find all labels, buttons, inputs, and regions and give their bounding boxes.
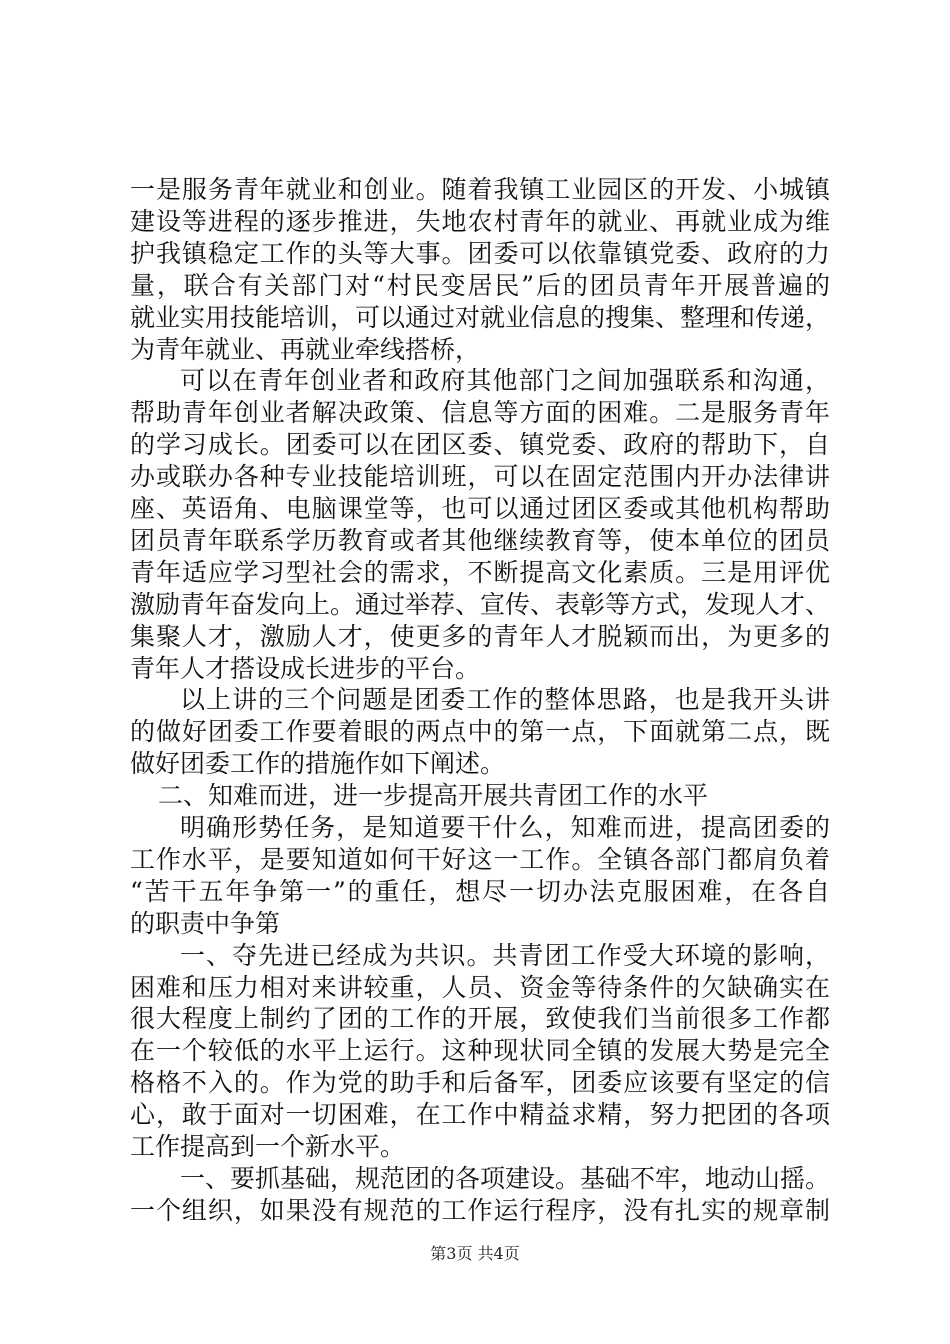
text-line: 青年适应学习型社会的需求，不断提高文化素质。三是用评优 — [130, 557, 830, 587]
text-line: 座、英语角、电脑课堂等，也可以通过团区委或其他机构帮助 — [130, 494, 830, 523]
text-line: 工作水平，是要知道如何干好这一工作。全镇各部门都肩负着 — [130, 844, 830, 874]
text-line: 一是服务青年就业和创业。随着我镇工业园区的开发、小城镇 — [130, 175, 830, 204]
page-number-footer: 第3页 共4页 — [430, 1244, 520, 1263]
text-line: 格格不入的。作为党的助手和后备军，团委应该要有坚定的信 — [130, 1068, 830, 1098]
text-line: 的职责中争第 — [130, 908, 281, 938]
text-line: 团员青年联系学历教育或者其他继续教育等，使本单位的团员 — [130, 525, 830, 555]
text-line: 一、要抓基础，规范团的各项建设。基础不牢，地动山摇。 — [180, 1163, 831, 1193]
text-line: 可以在青年创业者和政府其他部门之间加强联系和沟通， — [180, 366, 830, 396]
text-line: 为青年就业、再就业牵线搭桥， — [130, 334, 481, 364]
text-line: 护我镇稳定工作的头等大事。团委可以依靠镇党委、政府的力 — [130, 238, 830, 268]
text-line: 心，敢于面对一切困难，在工作中精益求精，努力把团的各项 — [130, 1100, 830, 1130]
text-line: 一个组织，如果没有规范的工作运行程序，没有扎实的规章制 — [130, 1195, 830, 1225]
text-line: 建设等进程的逐步推进，失地农村青年的就业、再就业成为维 — [130, 206, 830, 236]
text-line: 以上讲的三个问题是团委工作的整体思路，也是我开头讲 — [180, 685, 830, 715]
text-line: 激励青年奋发向上。通过举荐、宣传、表彰等方式，发现人才、 — [130, 589, 831, 619]
text-line: 明确形势任务，是知道要干什么，知难而进，提高团委的 — [180, 813, 830, 842]
text-line: 的做好团委工作要着眼的两点中的第一点，下面就第二点，既 — [130, 717, 830, 747]
text-line: 做好团委工作的措施作如下阐述。 — [130, 749, 506, 779]
text-line: 工作提高到一个新水平。 — [130, 1132, 406, 1161]
text-line: “苦干五年争第一”的重任，想尽一切办法克服困难，在各自 — [130, 876, 830, 906]
text-line: 困难和压力相对来讲较重，人员、资金等待条件的欠缺确实在 — [130, 972, 830, 1002]
text-line: 量，联合有关部门对“村民变居民”后的团员青年开展普遍的 — [130, 270, 830, 300]
text-line: 在一个较低的水平上运行。这种现状同全镇的发展大势是完全 — [130, 1036, 830, 1066]
section-heading: 二、知难而进，进一步提高开展共青团工作的水平 — [158, 781, 709, 811]
text-line: 办或联办各种专业技能培训班，可以在固定范围内开办法律讲 — [130, 462, 830, 492]
text-line: 帮助青年创业者解决政策、信息等方面的困难。二是服务青年 — [130, 398, 830, 428]
text-line: 很大程度上制约了团的工作的开展，致使我们当前很多工作都 — [130, 1004, 830, 1034]
text-line: 青年人才搭设成长进步的平台。 — [130, 653, 481, 683]
text-line: 就业实用技能培训，可以通过对就业信息的搜集、整理和传递， — [130, 302, 831, 332]
text-line: 一、夺先进已经成为共识。共青团工作受大环境的影响， — [180, 940, 830, 970]
text-line: 集聚人才，激励人才，使更多的青年人才脱颖而出，为更多的 — [130, 621, 830, 651]
text-line: 的学习成长。团委可以在团区委、镇党委、政府的帮助下，自 — [130, 430, 830, 460]
